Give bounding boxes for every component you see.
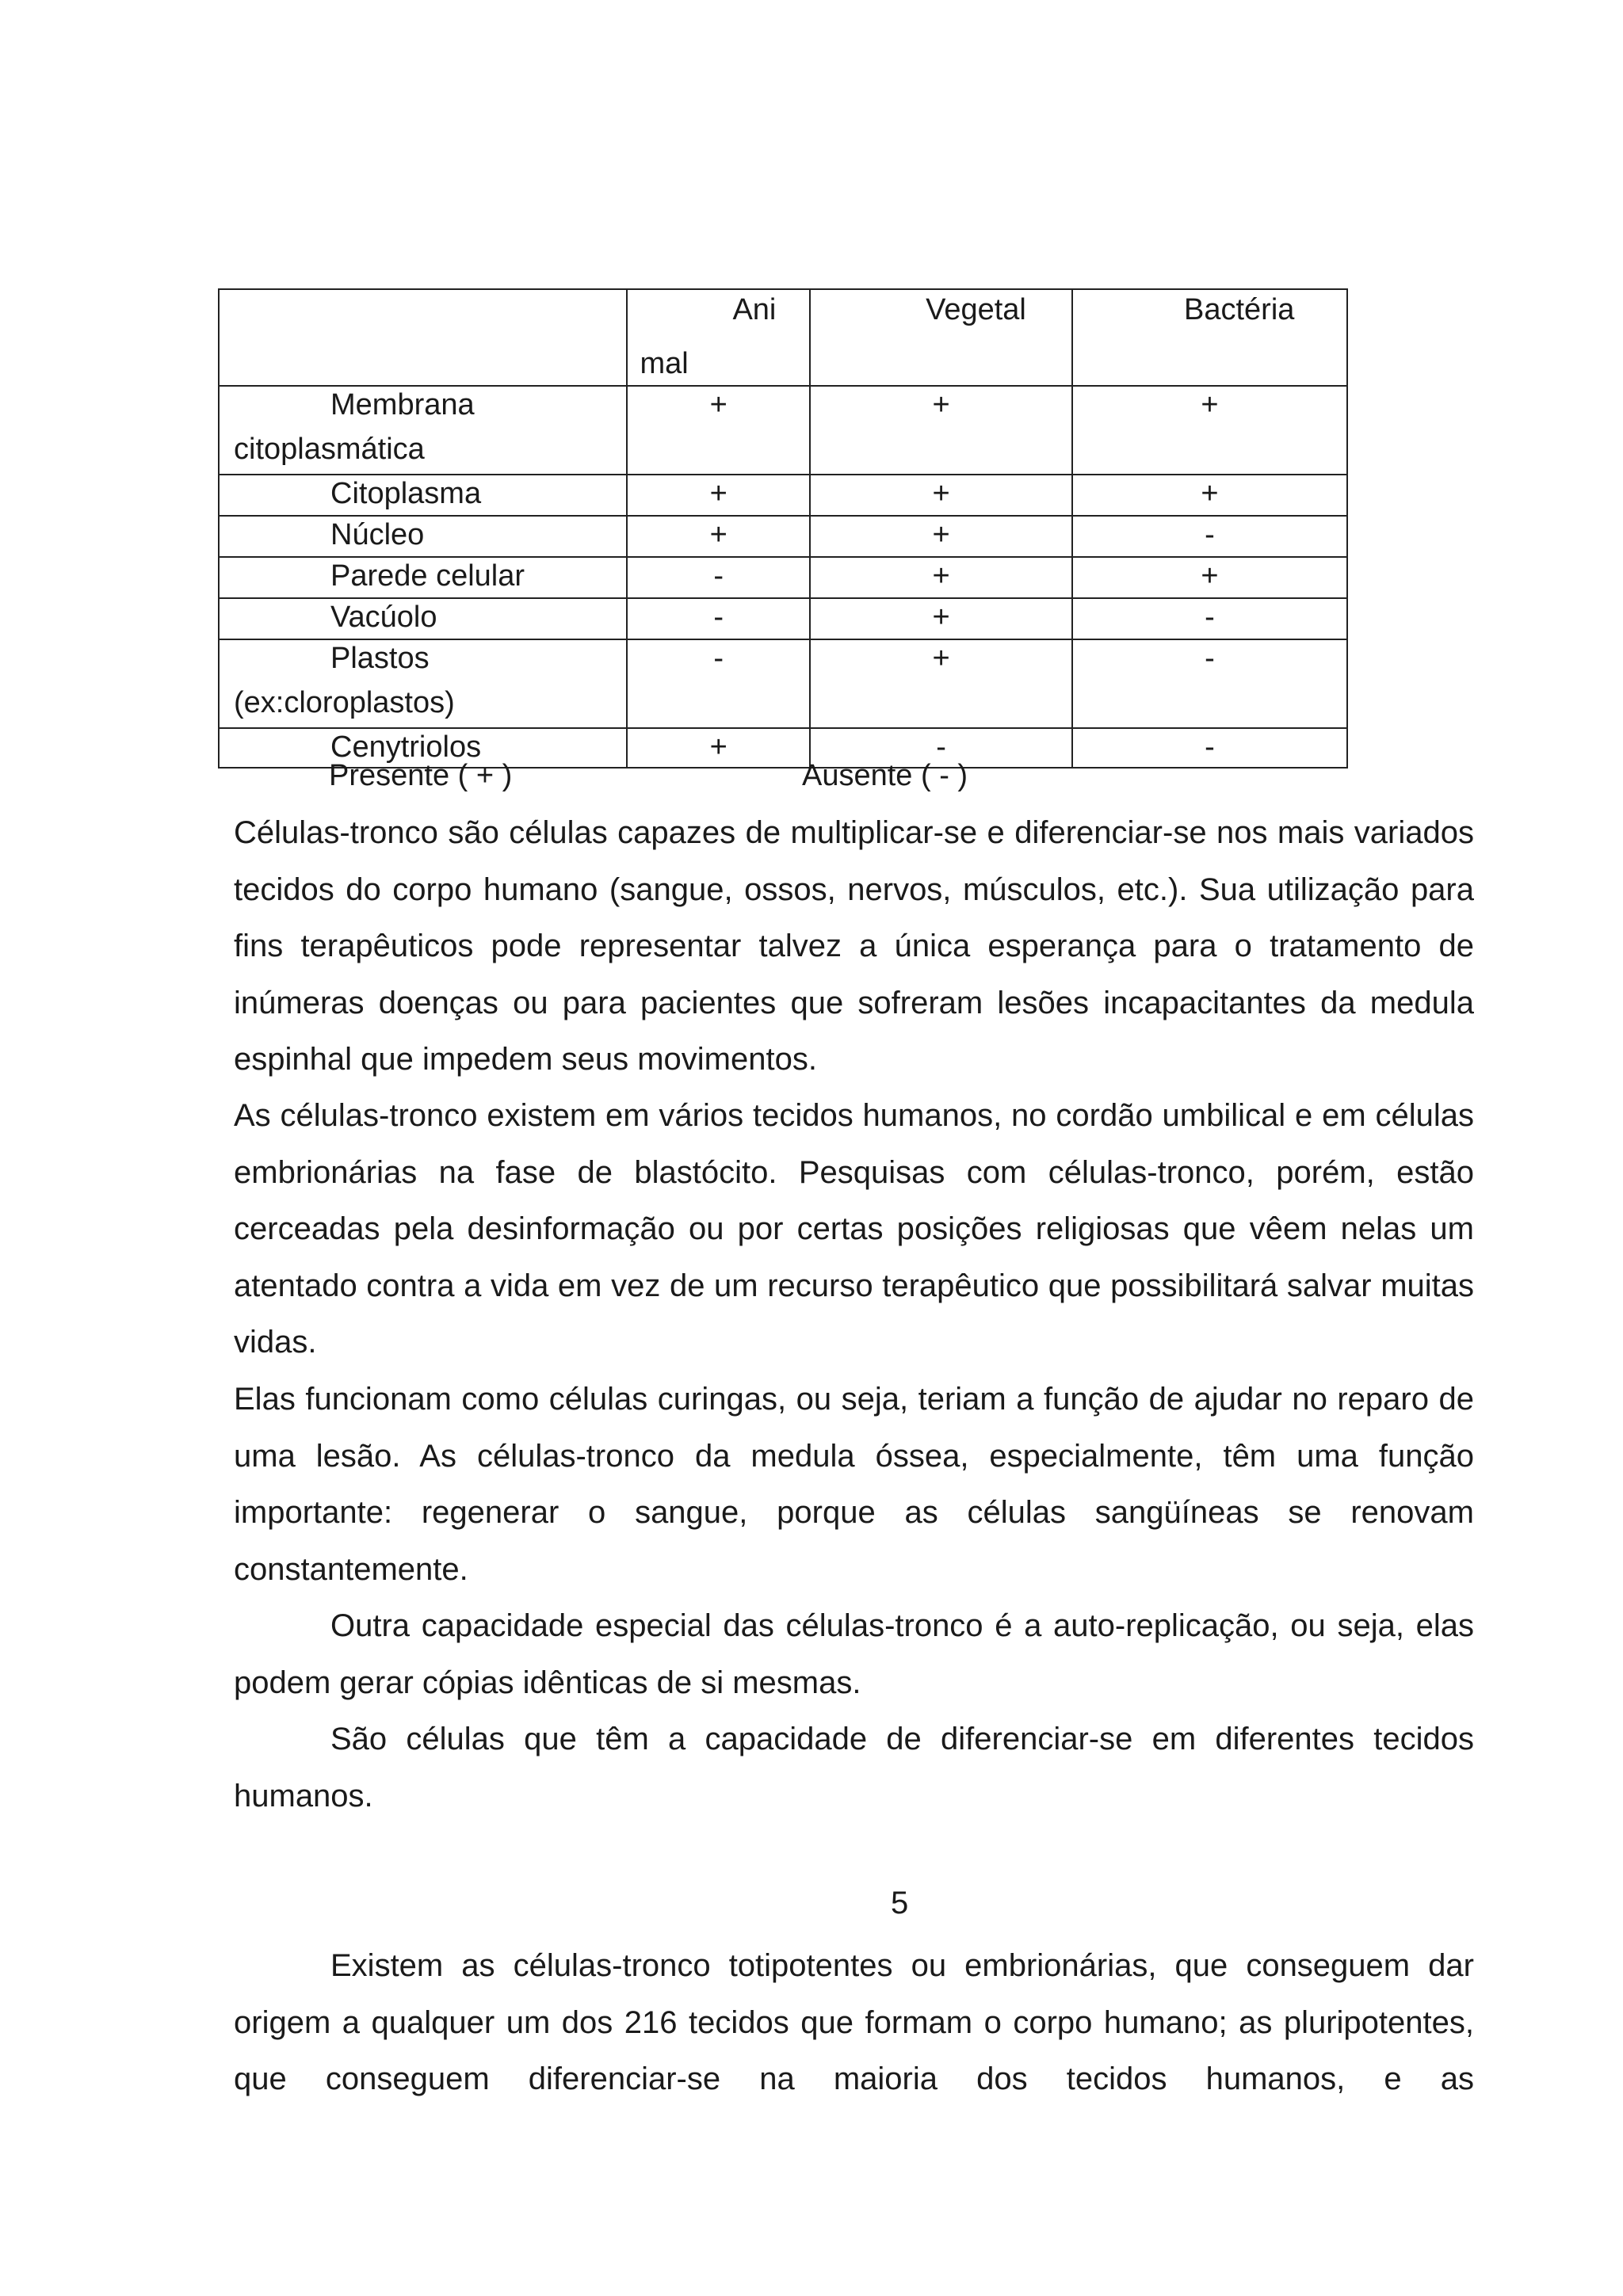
- table-row: [219, 639, 1347, 728]
- vegetal-mark: -: [810, 728, 1072, 768]
- row-label: Plastos (ex:cloroplastos): [219, 639, 627, 728]
- bacteria-mark: -: [1072, 639, 1347, 728]
- table-row: [219, 516, 1347, 557]
- vegetal-mark: +: [810, 516, 1072, 557]
- animal-mark: -: [627, 639, 810, 728]
- paragraph-auto-replication: Outra capacidade especial das células-tronco é a auto-replicação, ou seja, elas podem gerar cópias idênticas de si mesmas.: [234, 1608, 1474, 1700]
- bacteria-mark: -: [1072, 598, 1347, 639]
- bacteria-mark: -: [1072, 728, 1347, 768]
- paragraph-differentiation: São células que têm a capacidade de diferenciar-se em diferentes tecidos humanos.: [234, 1722, 1474, 1814]
- paragraph-stem-cells-location: As células-tronco existem em vários tecidos humanos, no cordão umbilical e em células embrionárias na fase de blastócito. Pesquisas com células-tronco, porém, estão cerceadas pela desinformação ou por certas posições religiosas que vêem nelas um atentado contra a vida em vez de um recurso terapêutico que possibilitará salvar muitas vidas.: [234, 1098, 1474, 1360]
- header-empty-cell: [219, 289, 627, 386]
- table-row: [219, 475, 1347, 516]
- row-label: Cenytriolos: [219, 728, 627, 768]
- animal-mark: +: [627, 728, 810, 768]
- vegetal-mark: +: [810, 598, 1072, 639]
- animal-mark: +: [627, 475, 810, 516]
- table-row: [219, 557, 1347, 598]
- cell-comparison-table: [218, 288, 1348, 769]
- row-label: Citoplasma: [219, 475, 627, 516]
- row-label: Parede celular: [219, 557, 627, 598]
- animal-mark: -: [627, 557, 810, 598]
- bacteria-mark: +: [1072, 386, 1347, 475]
- legend-present: Presente ( + ): [329, 759, 513, 792]
- row-label: Vacúolo: [219, 598, 627, 639]
- header-bacteria: Bactéria: [1072, 289, 1347, 386]
- paragraph-stem-cells-function: Elas funcionam como células curingas, ou seja, teriam a função de ajudar no reparo de uma lesão. As células-tronco da medula óssea, especialmente, têm uma função importante: regenerar o sangue, porque as células sangüíneas se renovam constantemente.: [234, 1382, 1474, 1587]
- row-label: Núcleo: [219, 516, 627, 557]
- animal-mark: +: [627, 386, 810, 475]
- legend-absent: Ausente ( - ): [802, 759, 968, 792]
- page-number: 5: [891, 1886, 909, 1920]
- paragraph-stem-cells-intro: Células-tronco são células capazes de multiplicar-se e diferenciar-se nos mais variados tecidos do corpo humano (sangue, ossos, nervos, músculos, etc.). Sua utilização para fins terapêuticos pode representar talvez a única esperança para o tratamento de inúmeras doenças ou para pacientes que sofreram lesões incapacitantes da medula espinhal que impedem seus movimentos.: [234, 815, 1474, 1077]
- animal-mark: -: [627, 598, 810, 639]
- bacteria-mark: +: [1072, 475, 1347, 516]
- table-row: [219, 386, 1347, 475]
- table-header-row: [219, 289, 1347, 386]
- header-vegetal: Vegetal: [810, 289, 1072, 386]
- row-label: Membrana citoplasmática: [219, 386, 627, 475]
- vegetal-mark: +: [810, 639, 1072, 728]
- bacteria-mark: -: [1072, 516, 1347, 557]
- vegetal-mark: +: [810, 386, 1072, 475]
- bacteria-mark: +: [1072, 557, 1347, 598]
- header-animal: Ani mal: [627, 289, 810, 386]
- table-row: [219, 598, 1347, 639]
- vegetal-mark: +: [810, 475, 1072, 516]
- vegetal-mark: +: [810, 557, 1072, 598]
- animal-mark: +: [627, 516, 810, 557]
- paragraph-totipotent: Existem as células-tronco totipotentes ou embrionárias, que conseguem dar origem a qualquer um dos 216 tecidos que formam o corpo humano; as pluripotentes, que conseguem diferenciar-se na maioria dos tecidos humanos, e as: [234, 1948, 1474, 2096]
